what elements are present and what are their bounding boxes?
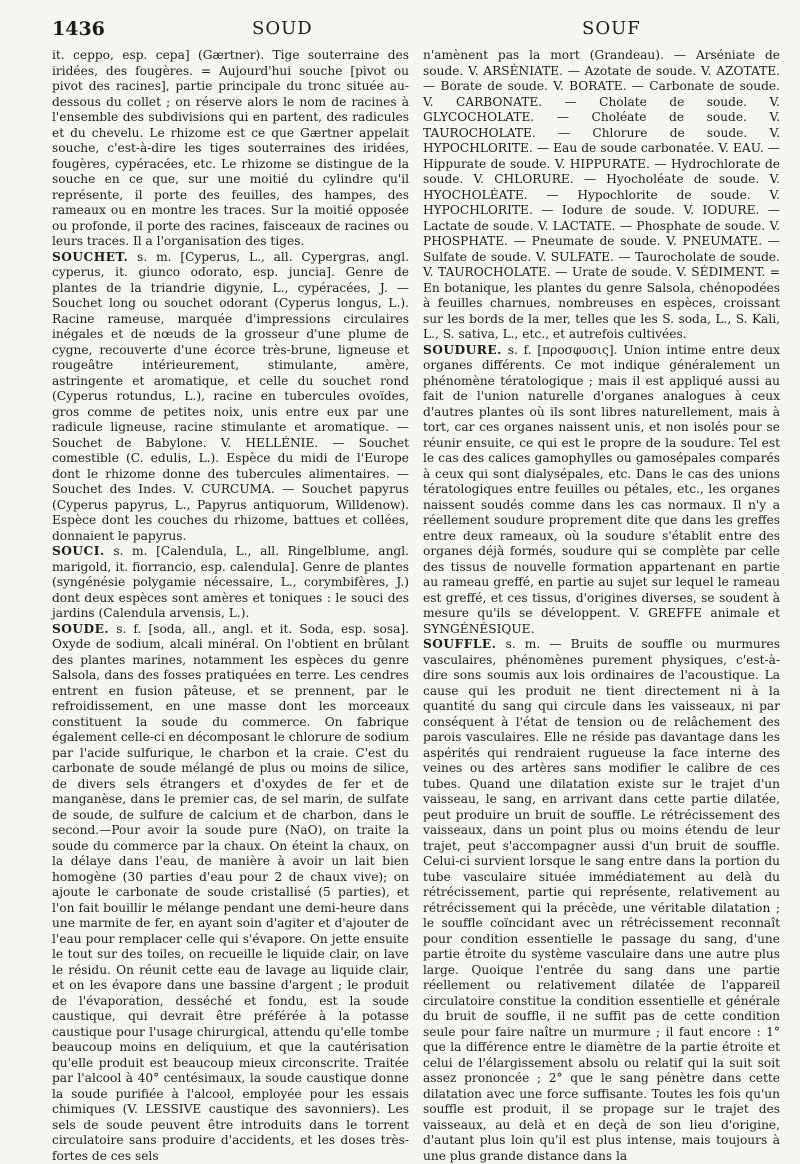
headword-soude: SOUDE. <box>52 622 109 636</box>
entry-soude <box>52 622 409 1164</box>
definition-souci: s. m. [Calendula, L., all. Ringelblume, angl. marigold, it. fiorrancio, esp. calendula]. Genre de plantes (syngénésie polygamie nécessaire, L., corymbifères, J.) dont deux espèces sont amères et toniques : le souci des jardins (Calendula arvensis, L.). <box>52 544 409 620</box>
left-column <box>52 48 409 1164</box>
entry-souffle <box>423 637 780 1164</box>
headword-soudure: SOUDURE. <box>423 343 502 357</box>
page-number: 1436 <box>52 18 105 40</box>
headword-souchet: SOUCHET. <box>52 250 128 264</box>
entry-soudure <box>423 343 780 638</box>
entry-souci <box>52 544 409 622</box>
right-running-head: SOUF <box>582 18 641 39</box>
definition-souchet: s. m. [Cyperus, L., all. Cypergras, angl. cyperus, it. giunco odorato, esp. juncia]. Genre de plantes de la triandrie digynie, L., cypéracées, J. — Souchet long ou souchet odorant (Cyperus longus, L.). Racine rameuse, marquée d'impressions circulaires inégales et de nœuds de la grosseur d'une plume de cygne, recouverte d'une écorce très-brune, ligneuse et rougeâtre intérieurement, stimulante, amère, astringente et aromatique, et celle du souchet rond (Cyperus rotundus, L.), racine en tubercules ovoïdes, gros comme de petites noix, unis entre eux par une radicule ligneuse, racine stimulante et aromatique. — Souchet de Babylone. V. HELLÉNIE. — Souchet comestible (C. edulis, L.). Espèce du midi de l'Europe dont le rhizome donne des tubercules alimentaires. — Souchet des Indes. V. CURCUMA. — Souchet papyrus (Cyperus papyrus, L., Papyrus antiquorum, Willdenow). Espèce dont les couches du rhizome, battues et collées, donnaient le papyrus. <box>52 250 409 543</box>
definition-soude: s. f. [soda, all., angl. et it. Soda, esp. sosa]. Oxyde de sodium, alcali minéral. On l'obtient en brûlant des plantes marines, notamment les espèces du genre Salsola, dans des fosses pratiquées en terre. Les cendres entrent en fusion pâteuse, et se prennent, par le refroidissement, en une masse dont les morceaux constituent la soude du commerce. On fabrique également celle-ci en décomposant le chlorure de sodium par l'acide sulfurique, le charbon et la craie. C'est du carbonate de soude mélangé de plus ou moins de silice, de divers sels étrangers et d'oxydes de fer et de manganèse, dans le premier cas, de sel marin, de sulfate de soude, de sulfure de calcium et de charbon, dans le second.—Pour avoir la soude pure (NaO), on traite la soude du commerce par la chaux. On éteint la chaux, on la délaye dans l'eau, de manière à avoir un lait bien homogène (30 parties d'eau pour 2 de chaux vive); on ajoute le carbonate de soude cristallisé (5 parties), et l'on fait bouillir le mélange pendant une demi-heure dans une marmite de fer, en ayant soin d'agiter et d'ajouter de l'eau pour remplacer celle qui s'évapore. On jette ensuite le tout sur des toiles, on recueille le liquide clair, on lave le résidu. On réunit cette eau de lavage au liquide clair, et on les évapore dans une bassine d'argent ; le produit de l'évaporation, desséché et fondu, est la soude caustique, qui devrait être préférée à la potasse caustique pour l'usage chirurgical, attendu qu'elle tombe beaucoup moins en deliquium, et que la cautérisation qu'elle produit est beaucoup mieux circonscrite. Traitée par l'alcool à 40° centésimaux, la soude caustique donne la soude purifiée à l'alcool, employée pour les essais chimiques (V. LESSIVE caustique des savonniers). Les sels de soude peuvent être introduits dans le torrent circulatoire sans produire d'accidents, et les doses très-fortes de ces sels <box>52 622 409 1163</box>
continued-entry-text: it. ceppo, esp. cepa] (Gærtner). Tige souterraine des iridées, des fougères. = Aujourd'hui souche [pivot ou pivot des racines], partie principale du tronc située au-dessous du collet ; on réserve alors le nom de racines à l'ensemble des subdivisions qui en partent, des radicules et du chevelu. Le rhizome est ce que Gærtner appelait souche, c'est-à-dire les tiges souterraines des iridées, fougères, cypéracées, etc. Le rhizome se distingue de la souche en ce que, sur une moitié du cylindre qu'il représente, il porte des feuilles, des hampes, des rameaux ou en montre les traces. Sur la moitié opposée ou profonde, il porte des racines, faisceaux de racines ou leurs traces. Il a l'organisation des tiges. <box>52 48 409 250</box>
definition-souffle: s. m. — Bruits de souffle ou murmures vasculaires, phénomènes purement physiques, c'est-à-dire sons soumis aux lois ordinaires de l'acoustique. La cause qui les produit ne tient directement ni à la quantité du sang qui circule dans les vaisseaux, ni par conséquent à l'état de tension ou de relâchement des parois vasculaires. Elle ne réside pas davantage dans les aspérités qui rendraient rugueuse la face interne des veines ou des artères sans modifier le calibre de ces tubes. Quand une dilatation existe sur le trajet d'un vaisseau, le sang, en arrivant dans cette partie dilatée, peut produire un bruit de souffle. Le rétrécissement des vaisseaux, dans un point plus ou moins étendu de leur trajet, peut s'accompagner aussi d'un bruit de souffle. Celui-ci survient lorsque le sang entre dans la portion du tube vasculaire située immédiatement au delà du rétrécissement, partie qui représente, relativement au rétrécissement qui la précède, une véritable dilatation ; le souffle coïncidant avec un rétrécissement reconnaît pour condition essentielle le passage du sang, d'une partie étroite du système vasculaire dans une autre plus large. Quoique l'entrée du sang dans une partie réellement ou relativement dilatée de l'appareil circulatoire constitue la condition essentielle et générale du bruit de souffle, il ne suffit pas de cette condition seule pour faire naître un murmure ; il faut encore : 1° que la différence entre le diamètre de la partie étroite et celui de l'élargissement absolu ou relatif qui la suit soit assez prononcée ; 2° que le sang pénètre dans cette dilatation avec une force suffisante. Toutes les fois qu'un souffle est produit, il se propage sur le trajet des vaisseaux, au delà et en deçà de son lieu d'origine, d'autant plus loin qu'il est plus intense, mais toujours à une plus grande distance dans la <box>423 637 780 1163</box>
definition-soudure: s. f. [προσφυσις]. Union intime entre deux organes différents. Ce mot indique généralement un phénomène tératologique ; mais il est appliqué aussi au fait de l'union naturelle d'organes analogues à ceux d'autres plantes où ils sont libres naturellement, mais à tort, car ces organes naissent unis, et non isolés pour se réunir ensuite, ce qui est le propre de la soudure. Tel est le cas des calices gamophylles ou gamosépales comparés à ceux qui sont dialysépales, etc. Dans le cas des unions tératologiques entre feuilles ou pétales, etc., les organes naissent soudés comme dans les cas normaux. Il n'y a réellement soudure proprement dite que dans les greffes entre deux rameaux, où la soudure s'établit entre des organes déjà formés, soudure qui se complète par celle des tissus de nouvelle formation appartenant en partie au rameau greffé, en partie au sujet sur lequel le rameau est greffé, et ces tissus, d'origines diverses, se soudent à mesure qu'ils se développent. V. GREFFE animale et SYNGÉNÉSIQUE. <box>423 343 780 636</box>
left-running-head: SOUD <box>252 18 313 39</box>
headword-souffle: SOUFFLE. <box>423 637 496 651</box>
right-column <box>423 48 780 1164</box>
headword-souci: SOUCI. <box>52 544 105 558</box>
entry-souchet <box>52 250 409 545</box>
running-header <box>52 14 780 48</box>
continued-soude-text: n'amènent pas la mort (Grandeau). — Arséniate de soude. V. ARSÉNIATE. — Azotate de soude. V. AZOTATE. — Borate de soude. V. BORATE. — Carbonate de soude. V. CARBONATE. — Cholate de soude. V. GLYCOCHOLATE. — Choléate de soude. V. TAUROCHOLATE. — Chlorure de soude. V. HYPOCHLORITE. — Eau de soude carbonatée. V. EAU. — Hippurate de soude. V. HIPPURATE. — Hydrochlorate de soude. V. CHLORURE. — Hyocholéate de soude. V. HYOCHOLÉATE. — Hypochlorite de soude. V. HYPOCHLORITE. — Iodure de soude. V. IODURE. — Lactate de soude. V. LACTATE. — Phosphate de soude. V. PHOSPHATE. — Pneumate de soude. V. PNEUMATE. — Sulfate de soude. V. SULFATE. — Taurocholate de soude. V. TAUROCHOLATE. — Urate de soude. V. SÉDIMENT. = En botanique, les plantes du genre Salsola, chénopodées à feuilles charnues, nombreuses en espèces, croissant sur les bords de la mer, telles que les S. soda, L., S. Kali, L., S. sativa, L., etc., et autrefois cultivées. <box>423 48 780 343</box>
